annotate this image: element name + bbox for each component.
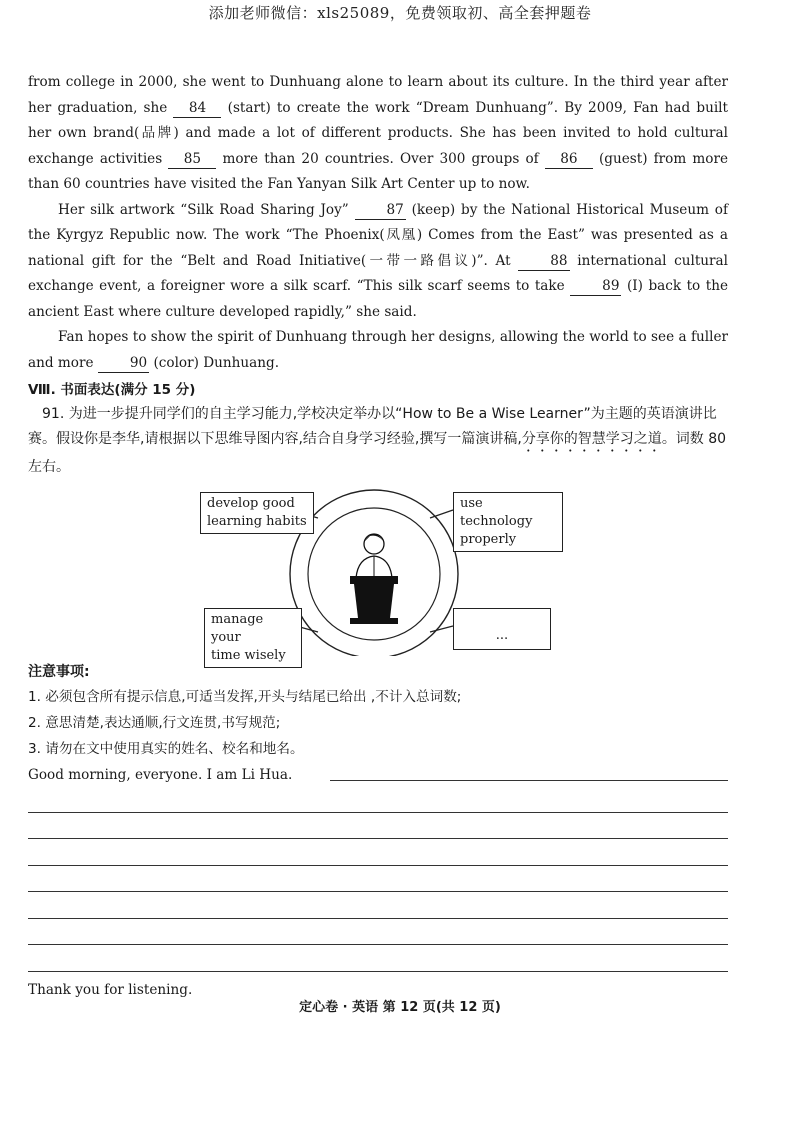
writing-line[interactable] bbox=[28, 839, 728, 866]
passage-paragraph-1 bbox=[28, 70, 728, 198]
blank-90: 90 bbox=[98, 355, 149, 373]
box-line: time wisely bbox=[211, 648, 286, 663]
blank-89: 89 bbox=[570, 278, 621, 296]
writing-line[interactable] bbox=[28, 813, 728, 840]
mind-map-box-open bbox=[453, 608, 551, 650]
passage-text: from college in 2000, she went to Dunhuang alone to learn about its culture. In the third year after her graduation, she bbox=[28, 74, 728, 116]
writing-area[interactable] bbox=[28, 786, 728, 972]
writing-line[interactable] bbox=[28, 786, 728, 813]
passage-text: more than 20 countries. Over 300 groups of bbox=[216, 150, 545, 167]
passage-paragraph-2 bbox=[28, 198, 728, 326]
box-line: learning habits bbox=[207, 514, 307, 529]
passage-text: (I) back to the ancient East where culture developed rapidly,” she said. bbox=[28, 278, 728, 320]
blank-87: 87 bbox=[355, 202, 406, 220]
page-header-watermark: 添加老师微信：xls25089，免费领取初、高全套押题卷 bbox=[208, 4, 592, 22]
blank-88: 88 bbox=[518, 253, 569, 271]
section-title: Ⅷ. 书面表达(满分 15 分) bbox=[28, 382, 196, 398]
writing-line[interactable] bbox=[330, 780, 728, 781]
box-line: manage your bbox=[211, 612, 264, 645]
prompt-text: 。词数 80 左右。 bbox=[28, 431, 727, 475]
question-number: 91. bbox=[42, 406, 65, 422]
blank-84: 84 bbox=[173, 100, 221, 118]
passage-text: international cultural exchange event, a foreigner wore a silk scarf. “This silk scarf seems to take bbox=[28, 252, 728, 294]
writing-line[interactable] bbox=[28, 945, 728, 972]
writing-line[interactable] bbox=[28, 866, 728, 893]
passage-text: (start) to create the work “Dream Dunhuang”. By 2009, Fan had built her own brand(品牌) and made a lot of different products. She has been invited to hold cultural exchange activities bbox=[28, 99, 728, 167]
prompt-emphasis: 分享你的智慧学习之道 bbox=[521, 431, 662, 447]
mind-map-box-habits bbox=[200, 492, 314, 534]
passage-text: (guest) from more than 60 countries have visited the Fan Yanyan Silk Art Center up to now. bbox=[28, 150, 729, 192]
writing-line[interactable] bbox=[28, 919, 728, 946]
passage-text: Her silk artwork “Silk Road Sharing Joy” bbox=[58, 201, 355, 218]
box-line: properly bbox=[460, 532, 517, 547]
box-line: develop good bbox=[207, 496, 295, 511]
greeting-line bbox=[0, 764, 800, 786]
passage-text: (color) Dunhuang. bbox=[149, 354, 280, 371]
blank-86: 86 bbox=[545, 151, 593, 169]
page-body bbox=[28, 70, 729, 663]
passage-paragraph-3 bbox=[28, 325, 728, 376]
mind-map-box-technology bbox=[453, 492, 563, 552]
prompt-text: 为进一步提升同学们的自主学习能力,学校决定举办以“How to Be a Wise Learner”为主题的英语演讲比赛。假设你是李华,请根据以下思维导图内容,结合自身学习经验,撰写一篇演讲稿, bbox=[28, 406, 717, 447]
closing-line: Thank you for listening. bbox=[28, 981, 193, 998]
greeting-text: Good morning, everyone. I am Li Hua. bbox=[28, 767, 293, 783]
passage-text: (keep) by the National Historical Museum of the Kyrgyz Republic now. The work “The Phoenix(凤凰) Comes from the East” was presented as a national gift for the “Belt and Road Initiative(一带一路倡议)”. At bbox=[28, 201, 728, 269]
mind-map-graphic bbox=[28, 486, 728, 656]
writing-prompt bbox=[28, 402, 728, 480]
box-ellipsis: ... bbox=[495, 628, 509, 643]
speaker-illustration-icon bbox=[350, 534, 398, 624]
note-item-3: 3. 请勿在文中使用真实的姓名、校名和地名。 bbox=[28, 741, 304, 757]
passage-text: Fan hopes to show the spirit of Dunhuang through her designs, allowing the world to see a fuller and more bbox=[28, 329, 728, 371]
instructions-block bbox=[0, 650, 800, 998]
box-line: use technology bbox=[460, 496, 533, 529]
writing-line[interactable] bbox=[28, 892, 728, 919]
mind-map bbox=[28, 486, 728, 663]
note-item-2: 2. 意思清楚,表达通顺,行文连贯,书写规范; bbox=[28, 715, 281, 731]
notes-title: 注意事项: bbox=[28, 664, 90, 680]
page-footer: 定心卷 · 英语 第 12 页(共 12 页) bbox=[299, 1000, 501, 1015]
blank-85: 85 bbox=[168, 151, 216, 169]
note-item-1: 1. 必须包含所有提示信息,可适当发挥,开头与结尾已给出 ,不计入总词数; bbox=[28, 689, 462, 705]
